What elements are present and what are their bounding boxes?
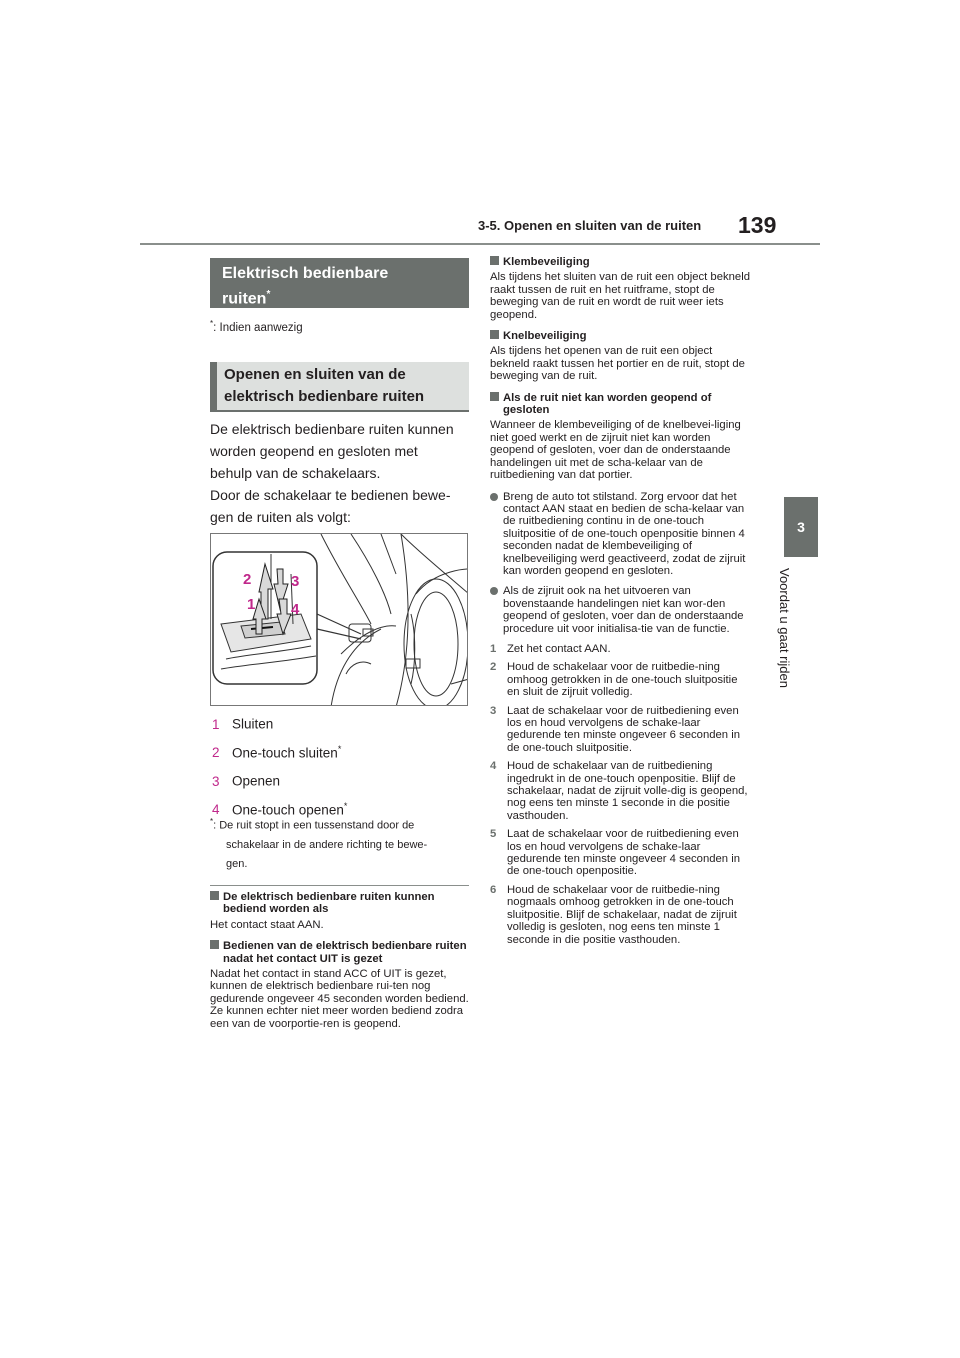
bullet-item: Als de zijruit ook na het uitvoeren van bovenstaande handelingen niet kan wor-den geopend of gesloten, voer dan de onderstaande procedure uit voor initialisa-tie van de functie. xyxy=(490,585,752,635)
section-body: Als tijdens het sluiten van de ruit een object bekneld raakt tussen de ruit en het ruitframe, stopt de beweging van de ruit en wordt de ruit weer iets geopend. xyxy=(490,271,750,321)
procedure-step: 4 Houd de schakelaar van de ruitbediening ingedrukt in de one-touch openpositie. Blijf de schakelaar, nadat de zijruit volle-dig is geopend, nog eens ten minste 1 seconde in die positie vasthouden. xyxy=(490,760,748,822)
step-item: 4 One-touch openen* xyxy=(212,800,348,817)
footnote: *: De ruit stopt in een tussenstand door de schakelaar in de andere richting te bewe- gen. xyxy=(210,817,428,870)
step-item: 2 One-touch sluiten* xyxy=(212,743,342,760)
page-number: 139 xyxy=(738,212,777,238)
procedure-step: 6 Houd de schakelaar voor de ruitbedie-ning nogmaals omhoog getrokken in de one-touch sluitpositie. Blijf de schakelaar, nadat de zijruit volledig is gesloten, nog eens ten minste 1 seconde in die positie vasthouden. xyxy=(490,883,737,946)
main-heading-line1: Elektrisch bedienbare xyxy=(222,265,389,282)
right-info-column xyxy=(490,256,752,952)
intro-line: gen de ruiten als volgt: xyxy=(210,509,351,525)
note-mark: * xyxy=(210,319,214,328)
section-body: Wanneer de klembeveiliging of de knelbevei-liging niet goed werkt en de zijruit niet kan worden geopend of gesloten, voer dan de onderstaande handelingen uit met de scha-kelaar van de ruitbediening van dat portier. xyxy=(490,419,741,482)
procedure-step: 1 Zet het contact AAN. xyxy=(490,642,611,655)
label-2: 2 xyxy=(243,571,252,588)
info-section xyxy=(490,330,752,383)
section-body: Het contact staat AAN. xyxy=(210,918,324,931)
procedure-step: 3 Laat de schakelaar voor de ruitbediening even los en houd vervolgens de schake-laar gedurende ten minste ongeveer 6 seconden in de one-touch sluitpositie. xyxy=(490,704,741,754)
chapter-tab: 3 xyxy=(784,497,818,557)
sub-heading-box xyxy=(210,362,469,412)
window-switch-illustration xyxy=(210,533,468,706)
info-section xyxy=(490,256,752,321)
info-section xyxy=(210,940,470,1030)
main-heading-line2: ruiten xyxy=(222,290,267,308)
main-heading-box xyxy=(210,258,469,308)
sub-heading-line2: elektrisch bedienbare ruiten xyxy=(224,388,425,405)
note-text: : Indien aanwezig xyxy=(213,321,303,334)
info-section xyxy=(490,392,752,482)
bullet-icon xyxy=(490,587,498,595)
step-item: 3 Openen xyxy=(212,773,281,789)
sub-heading-line1: Openen en sluiten van de xyxy=(224,366,406,383)
main-heading-asterisk: * xyxy=(266,289,271,300)
intro-line: De elektrisch bedienbare ruiten kunnen xyxy=(210,421,454,437)
switch-step-list xyxy=(212,712,470,826)
section-heading: Bedienen van de elektrisch bedienbare ruiten nadat het contact UIT is gezet xyxy=(210,940,470,965)
section-body: Als tijdens het openen van de ruit een object bekneld raakt tussen het portier en de ruit, stopt de beweging van de ruit. xyxy=(490,345,745,383)
step-item: 1 Sluiten xyxy=(212,716,274,732)
section-heading: Als de ruit niet kan worden geopend of gesloten xyxy=(490,392,752,417)
procedure-step: 2 Houd de schakelaar voor de ruitbedie-ning omhoog getrokken in de one-touch sluitpositie en sluit de zijruit volledig. xyxy=(490,661,738,699)
header-rule xyxy=(140,243,820,245)
bullet-icon xyxy=(490,493,498,501)
section-title: 3-5. Openen en sluiten van de ruiten xyxy=(478,218,702,233)
info-section xyxy=(210,891,470,931)
section-heading: Knelbeveiliging xyxy=(490,330,752,342)
label-4: 4 xyxy=(291,601,300,618)
left-info-column xyxy=(210,891,470,1039)
section-heading: De elektrisch bedienbare ruiten kunnen bediend worden als xyxy=(210,891,470,916)
section-heading: Klembeveiliging xyxy=(490,256,752,268)
section-body: Nadat het contact in stand ACC of UIT is gezet, kunnen de elektrisch bedienbare rui-ten nog gedurende ongeveer 45 seconden worden bediend. Ze kunnen echter niet meer worden bediend zodra een van de voorportie-ren is geopend. xyxy=(210,968,469,1030)
intro-line: behulp van de schakelaars. xyxy=(210,465,381,481)
procedure-step: 5 Laat de schakelaar voor de ruitbediening even los en houd vervolgens de schake-laar gedurende ten minste ongeveer 4 seconden in de one-touch openpositie. xyxy=(490,828,741,878)
label-1: 1 xyxy=(247,596,256,613)
intro-text xyxy=(210,418,472,528)
chapter-title: Voordat u gaat rijden xyxy=(777,568,792,688)
availability-note xyxy=(210,319,303,334)
intro-line: Door de schakelaar te bedienen bewe- xyxy=(210,487,451,503)
illustration-svg xyxy=(211,534,468,706)
label-3: 3 xyxy=(291,573,300,590)
section-divider xyxy=(210,885,469,886)
bullet-item: Breng de auto tot stilstand. Zorg ervoor dat het contact AAN staat en bedien de scha-kelaar van de ruitbediening continu in de one-touch sluitpositie of de one-touch openpositie binnen 4 seconden nadat de klembeveiliging of knelbeveiliging werd geactiveerd, zodat de zijruit kan worden geopend en gesloten. xyxy=(490,491,752,578)
intro-line: worden geopend en gesloten met xyxy=(210,443,418,459)
